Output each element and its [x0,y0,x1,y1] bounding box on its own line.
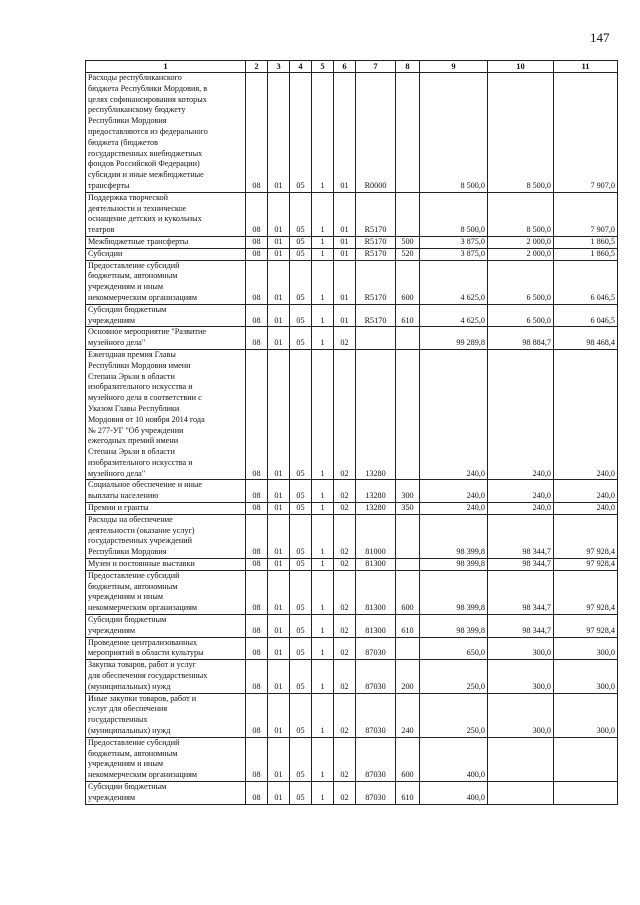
row-cell-c10: 8 500,0 [488,73,554,193]
row-cell-c9: 4 625,0 [420,304,488,327]
row-cell-c11 [554,737,618,781]
row-cell-c3: 01 [268,615,290,638]
table-row [86,615,618,638]
row-cell-c4: 05 [290,349,312,480]
header-row [86,61,618,73]
row-cell-c4: 05 [290,236,312,248]
row-cell-c2: 08 [246,559,268,571]
table-row [86,514,618,558]
row-cell-c11: 1 860,5 [554,248,618,260]
row-cell-c6: 02 [334,615,356,638]
row-cell-c7: R0000 [356,73,396,193]
row-cell-c5: 1 [312,248,334,260]
row-cell-c8 [396,349,420,480]
row-cell-c8: 300 [396,480,420,503]
row-cell-c7: R5170 [356,260,396,304]
row-cell-c3: 01 [268,559,290,571]
row-cell-c3: 01 [268,503,290,515]
row-cell-c9: 8 500,0 [420,73,488,193]
row-cell-c4: 05 [290,570,312,614]
row-cell-c9: 99 289,8 [420,327,488,350]
row-cell-c7: 81300 [356,570,396,614]
row-name-cell: Расходы республиканского бюджета Республики Мордовия, в целях софинансирования которых республиканскому бюджету Республики Мордовия предоставляются из федерального бюджета (бюджетов государственных внебюджетных фондов Российской Федерации) субсидии и иные межбюджетные трансферты [86,73,246,193]
row-cell-c11: 7 907,0 [554,192,618,236]
page-number: 147 [590,30,610,45]
row-cell-c11: 240,0 [554,503,618,515]
row-cell-c3: 01 [268,304,290,327]
table-row [86,192,618,236]
row-cell-c2: 08 [246,503,268,515]
row-cell-c2: 08 [246,192,268,236]
row-cell-c6: 02 [334,737,356,781]
row-cell-c6: 02 [334,693,356,737]
table-row [86,480,618,503]
row-cell-c7: 81000 [356,514,396,558]
table-row [86,349,618,480]
row-cell-c9: 240,0 [420,349,488,480]
row-cell-c6: 01 [334,304,356,327]
row-cell-c8 [396,73,420,193]
row-cell-c3: 01 [268,327,290,350]
row-cell-c2: 08 [246,480,268,503]
row-cell-c6: 01 [334,248,356,260]
row-cell-c11: 300,0 [554,693,618,737]
row-cell-c5: 1 [312,260,334,304]
row-name-cell: Поддержка творческой деятельности и техническое оснащение детских и кукольных театров [86,192,246,236]
row-cell-c2: 08 [246,327,268,350]
row-cell-c11: 97 928,4 [554,559,618,571]
row-name-cell: Расходы на обеспечение деятельности (оказание услуг) государственных учреждений Республики Мордовия [86,514,246,558]
row-cell-c9: 98 399,8 [420,570,488,614]
row-cell-c3: 01 [268,570,290,614]
row-cell-c2: 08 [246,782,268,805]
table-row [86,660,618,693]
row-cell-c9: 240,0 [420,480,488,503]
row-cell-c2: 08 [246,693,268,737]
row-cell-c4: 05 [290,559,312,571]
row-name-cell: Социальное обеспечение и иные выплаты населению [86,480,246,503]
table-row [86,782,618,805]
row-cell-c10: 98 344,7 [488,559,554,571]
table-row [86,693,618,737]
row-cell-c3: 01 [268,349,290,480]
row-cell-c3: 01 [268,693,290,737]
row-name-cell: Премии и гранты [86,503,246,515]
row-cell-c6: 02 [334,327,356,350]
table-row [86,503,618,515]
row-cell-c2: 08 [246,260,268,304]
column-header: 1 [86,61,246,73]
column-header: 2 [246,61,268,73]
row-cell-c5: 1 [312,637,334,660]
row-cell-c7: R5170 [356,248,396,260]
row-cell-c8 [396,559,420,571]
row-cell-c7: R5170 [356,304,396,327]
row-cell-c2: 08 [246,637,268,660]
table-row [86,73,618,193]
row-cell-c7: R5170 [356,236,396,248]
row-cell-c9: 98 399,8 [420,514,488,558]
row-cell-c4: 05 [290,503,312,515]
row-cell-c11 [554,782,618,805]
row-cell-c9: 98 399,8 [420,559,488,571]
row-cell-c10: 300,0 [488,660,554,693]
row-cell-c6: 02 [334,349,356,480]
row-cell-c3: 01 [268,480,290,503]
row-cell-c10: 300,0 [488,637,554,660]
row-cell-c10: 2 000,0 [488,236,554,248]
row-cell-c7: 81300 [356,559,396,571]
row-cell-c3: 01 [268,514,290,558]
row-cell-c4: 05 [290,480,312,503]
row-cell-c8 [396,637,420,660]
row-cell-c3: 01 [268,248,290,260]
row-name-cell: Предоставление субсидий бюджетным, автономным учреждениям и иным некоммерческим организациям [86,570,246,614]
row-name-cell: Иные закупки товаров, работ и услуг для обеспечения государственных (муниципальных) нужд [86,693,246,737]
row-cell-c3: 01 [268,236,290,248]
column-header: 5 [312,61,334,73]
row-cell-c6: 02 [334,637,356,660]
row-cell-c8: 610 [396,304,420,327]
row-cell-c6: 02 [334,570,356,614]
table-row [86,248,618,260]
row-cell-c9: 3 875,0 [420,248,488,260]
table-row [86,559,618,571]
row-cell-c9: 8 500,0 [420,192,488,236]
row-cell-c4: 05 [290,660,312,693]
row-cell-c5: 1 [312,660,334,693]
table-row [86,236,618,248]
row-cell-c5: 1 [312,782,334,805]
row-cell-c2: 08 [246,73,268,193]
row-cell-c10: 98 884,7 [488,327,554,350]
table-row [86,570,618,614]
row-cell-c9: 4 625,0 [420,260,488,304]
row-cell-c11: 98 468,4 [554,327,618,350]
row-name-cell: Субсидии бюджетным учреждениям [86,782,246,805]
table-row [86,260,618,304]
row-cell-c6: 02 [334,559,356,571]
row-cell-c4: 05 [290,782,312,805]
row-cell-c8: 350 [396,503,420,515]
row-name-cell: Субсидии [86,248,246,260]
column-header: 6 [334,61,356,73]
row-cell-c8 [396,192,420,236]
row-name-cell: Музеи и постоянные выставки [86,559,246,571]
row-cell-c2: 08 [246,349,268,480]
row-cell-c7: 87030 [356,693,396,737]
row-cell-c11: 97 928,4 [554,570,618,614]
row-cell-c4: 05 [290,192,312,236]
row-cell-c11: 97 928,4 [554,514,618,558]
row-cell-c6: 02 [334,514,356,558]
row-cell-c5: 1 [312,349,334,480]
table-row [86,637,618,660]
row-cell-c5: 1 [312,73,334,193]
row-cell-c10: 8 500,0 [488,192,554,236]
row-cell-c7: 87030 [356,782,396,805]
row-cell-c9: 250,0 [420,693,488,737]
row-cell-c3: 01 [268,637,290,660]
row-cell-c10: 2 000,0 [488,248,554,260]
row-cell-c10: 300,0 [488,693,554,737]
row-name-cell: Предоставление субсидий бюджетным, автономным учреждениям и иным некоммерческим организациям [86,737,246,781]
row-cell-c9: 400,0 [420,737,488,781]
row-cell-c5: 1 [312,304,334,327]
row-cell-c10 [488,782,554,805]
row-name-cell: Предоставление субсидий бюджетным, автономным учреждениям и иным некоммерческим организациям [86,260,246,304]
row-cell-c9: 98 399,8 [420,615,488,638]
row-cell-c8: 610 [396,615,420,638]
row-cell-c2: 08 [246,737,268,781]
column-header: 8 [396,61,420,73]
table-row [86,304,618,327]
row-cell-c4: 05 [290,248,312,260]
row-cell-c4: 05 [290,514,312,558]
row-cell-c11: 240,0 [554,480,618,503]
row-cell-c8: 600 [396,737,420,781]
row-cell-c2: 08 [246,514,268,558]
row-cell-c5: 1 [312,737,334,781]
row-cell-c9: 3 875,0 [420,236,488,248]
row-cell-c6: 01 [334,260,356,304]
row-name-cell: Субсидии бюджетным учреждениям [86,304,246,327]
row-cell-c11: 1 860,5 [554,236,618,248]
row-cell-c4: 05 [290,327,312,350]
row-cell-c5: 1 [312,503,334,515]
row-cell-c5: 1 [312,236,334,248]
row-cell-c11: 300,0 [554,660,618,693]
row-cell-c11: 240,0 [554,349,618,480]
row-name-cell: Основное мероприятие "Развитие музейного дела" [86,327,246,350]
column-header: 11 [554,61,618,73]
row-cell-c5: 1 [312,192,334,236]
row-name-cell: Субсидии бюджетным учреждениям [86,615,246,638]
row-cell-c3: 01 [268,782,290,805]
row-cell-c5: 1 [312,480,334,503]
row-cell-c6: 02 [334,480,356,503]
row-cell-c8 [396,514,420,558]
table-row [86,327,618,350]
row-cell-c2: 08 [246,236,268,248]
row-cell-c7: 13280 [356,503,396,515]
row-cell-c5: 1 [312,615,334,638]
row-cell-c5: 1 [312,327,334,350]
row-cell-c8 [396,327,420,350]
row-cell-c9: 400,0 [420,782,488,805]
row-cell-c5: 1 [312,559,334,571]
row-cell-c11: 6 046,5 [554,304,618,327]
row-cell-c5: 1 [312,570,334,614]
row-cell-c11: 7 907,0 [554,73,618,193]
column-header: 3 [268,61,290,73]
row-cell-c8: 240 [396,693,420,737]
row-cell-c2: 08 [246,248,268,260]
row-cell-c4: 05 [290,260,312,304]
row-cell-c8: 600 [396,260,420,304]
row-cell-c10: 6 500,0 [488,260,554,304]
row-cell-c7: 87030 [356,737,396,781]
row-cell-c5: 1 [312,693,334,737]
row-cell-c2: 08 [246,660,268,693]
row-cell-c11: 300,0 [554,637,618,660]
row-cell-c6: 01 [334,236,356,248]
row-cell-c4: 05 [290,693,312,737]
row-cell-c10 [488,737,554,781]
row-cell-c3: 01 [268,192,290,236]
row-name-cell: Закупка товаров, работ и услуг для обеспечения государственных (муниципальных) нужд [86,660,246,693]
row-cell-c4: 05 [290,737,312,781]
row-cell-c7: 87030 [356,660,396,693]
row-cell-c4: 05 [290,615,312,638]
table-row [86,737,618,781]
row-cell-c8: 520 [396,248,420,260]
row-cell-c10: 6 500,0 [488,304,554,327]
row-cell-c6: 02 [334,503,356,515]
column-header: 10 [488,61,554,73]
row-cell-c7 [356,327,396,350]
row-cell-c6: 02 [334,782,356,805]
column-header: 9 [420,61,488,73]
row-cell-c3: 01 [268,73,290,193]
row-cell-c8: 500 [396,236,420,248]
row-name-cell: Межбюджетные трансферты [86,236,246,248]
row-cell-c2: 08 [246,304,268,327]
row-cell-c2: 08 [246,570,268,614]
row-cell-c10: 98 344,7 [488,570,554,614]
row-cell-c7: 81300 [356,615,396,638]
row-cell-c9: 240,0 [420,503,488,515]
row-cell-c3: 01 [268,660,290,693]
row-cell-c7: 13280 [356,480,396,503]
row-cell-c3: 01 [268,737,290,781]
row-cell-c6: 01 [334,73,356,193]
row-cell-c10: 240,0 [488,349,554,480]
row-cell-c7: 87030 [356,637,396,660]
row-cell-c8: 600 [396,570,420,614]
row-cell-c6: 01 [334,192,356,236]
column-header: 4 [290,61,312,73]
row-cell-c10: 240,0 [488,480,554,503]
row-cell-c11: 6 046,5 [554,260,618,304]
row-cell-c10: 98 344,7 [488,514,554,558]
row-cell-c7: 13280 [356,349,396,480]
row-cell-c10: 240,0 [488,503,554,515]
row-cell-c8: 200 [396,660,420,693]
row-cell-c4: 05 [290,73,312,193]
row-cell-c4: 05 [290,637,312,660]
row-cell-c7: R5170 [356,192,396,236]
column-header: 7 [356,61,396,73]
row-cell-c4: 05 [290,304,312,327]
row-cell-c8: 610 [396,782,420,805]
row-cell-c5: 1 [312,514,334,558]
row-cell-c6: 02 [334,660,356,693]
row-cell-c11: 97 928,4 [554,615,618,638]
row-cell-c9: 250,0 [420,660,488,693]
row-name-cell: Ежегодная премия Главы Республики Мордовия имени Степана Эрьзи в области изобразительного искусства и музейного дела в соответствии с Указом Главы Республики Мордовия от 10 ноября 2014 года № 277-УГ "Об учреждении ежегодных премий имени Степана Эрьзи в области изобразительного искусства и музейного дела" [86,349,246,480]
row-cell-c2: 08 [246,615,268,638]
row-cell-c9: 650,0 [420,637,488,660]
row-cell-c10: 98 344,7 [488,615,554,638]
row-cell-c3: 01 [268,260,290,304]
row-name-cell: Проведение централизованных мероприятий в области культуры [86,637,246,660]
budget-table [85,60,618,805]
